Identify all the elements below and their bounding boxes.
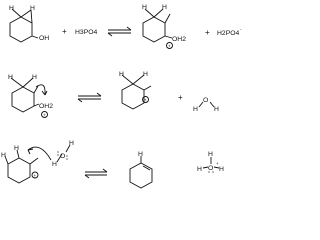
h-atom-label: H	[193, 106, 198, 113]
c-oh-bond	[32, 36, 38, 38]
carbocation-molecule-2	[5, 147, 51, 183]
h-atom-label: H	[214, 106, 219, 113]
phosphoric-acid-label: H3PO4	[75, 29, 98, 36]
c-h-bond	[34, 86, 38, 93]
arrow-head	[28, 150, 30, 154]
cyclohexane-ring	[143, 17, 165, 42]
hydronium-charge-sign: +	[216, 161, 219, 166]
h-atom-label: H	[30, 5, 35, 12]
lone-pair-dot	[57, 151, 58, 152]
h-atom-label: H	[69, 140, 74, 147]
cyclohexanol-molecule	[10, 9, 38, 42]
h-atom-label: H	[1, 152, 6, 159]
cyclohexane-ring	[8, 158, 30, 183]
c-h-bond	[30, 158, 38, 164]
equilibrium-arrow-3	[85, 169, 107, 178]
carbocation-molecule-1	[122, 75, 151, 109]
h-atom-label: H	[119, 71, 124, 78]
cyclohexane-ring	[10, 17, 32, 42]
plus-sign: +	[205, 28, 210, 37]
h-atom-label: H	[14, 145, 19, 152]
negative-charge-sign: -	[240, 27, 242, 32]
positive-charge-sign: +	[168, 43, 171, 49]
c-h-bond	[144, 86, 151, 90]
equilibrium-arrow-2	[78, 93, 101, 102]
h-atom-label: H	[219, 166, 224, 173]
h-atom-label: H	[143, 71, 148, 78]
positive-charge-sign: +	[43, 112, 46, 118]
cyclohexane-ring	[122, 84, 144, 109]
hydronium-oxygen-label: O	[208, 165, 214, 172]
hydroxyl-label: OH	[39, 35, 50, 42]
positive-charge-sign: +	[144, 97, 147, 103]
plus-sign: +	[62, 27, 67, 36]
oxonium-label: OH2	[39, 103, 53, 110]
c-o-bond	[165, 36, 172, 38]
water-oxygen-label: O	[60, 153, 66, 160]
lone-pair-dot	[66, 158, 67, 159]
h-atom-label: H	[142, 4, 147, 11]
cyclohexene-ring	[130, 163, 152, 188]
h-atom-label: H	[208, 151, 213, 158]
h-atom-label: H	[162, 4, 167, 11]
h-atom-label: H	[52, 161, 57, 168]
lone-pair-dot	[57, 154, 58, 155]
positive-charge-sign: +	[33, 173, 37, 178]
oxonium-molecule-1	[143, 9, 172, 42]
h-atom-label: H	[9, 5, 14, 12]
double-bond-inner-line	[143, 166, 150, 170]
h-atom-label: H	[197, 166, 202, 173]
h-atom-label: H	[138, 151, 143, 158]
cyclohexane-ring	[12, 87, 34, 112]
equilibrium-arrow-1	[108, 27, 131, 36]
water-oxygen-label: O	[203, 97, 209, 104]
arrow-head	[42, 91, 45, 95]
c-h-bond	[165, 14, 170, 23]
cyclohexene-molecule	[130, 156, 152, 188]
lone-pair-dot	[66, 155, 67, 156]
oxonium-label: OH2	[172, 36, 186, 43]
h-atom-label: H	[32, 74, 37, 81]
plus-sign: +	[178, 93, 183, 102]
h-atom-label: H	[8, 74, 13, 81]
dihydrogen-phosphate-label: H2PO4	[217, 30, 240, 37]
